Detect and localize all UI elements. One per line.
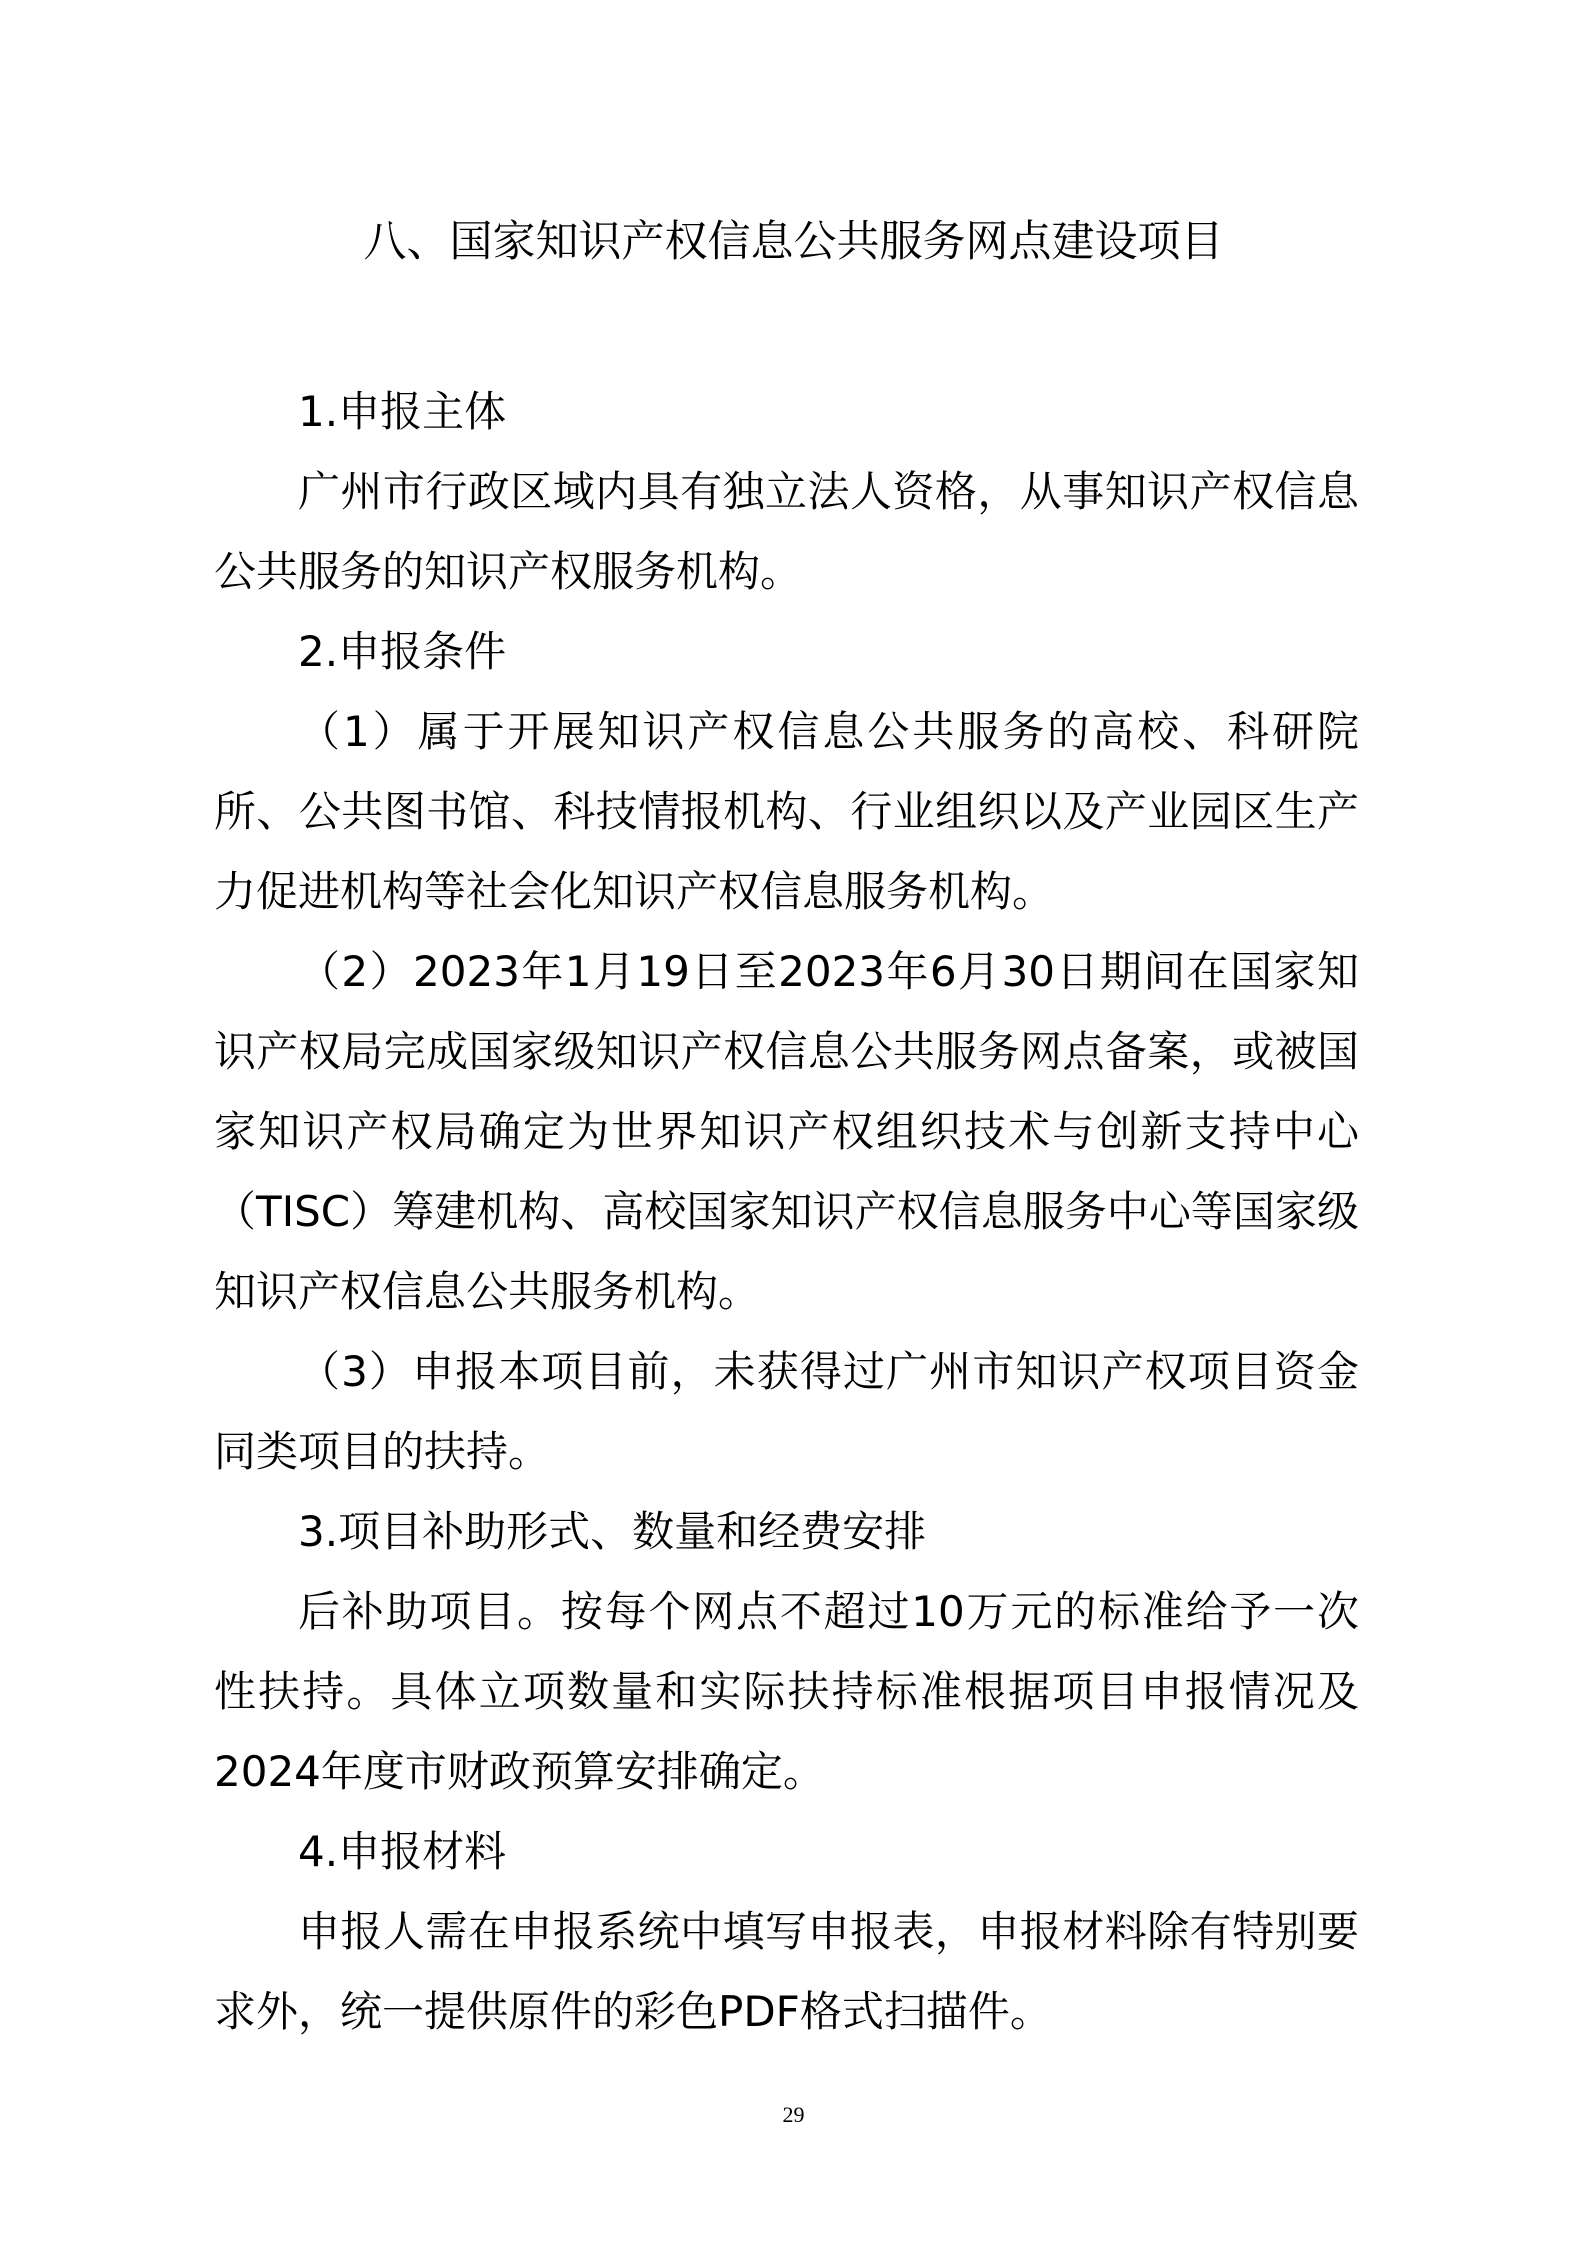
paragraph-applicant: 广州市行政区域内具有独立法人资格，从事知识产权信息公共服务的知识产权服务机构。 [214, 467, 1359, 596]
section-heading-conditions: 2.申报条件 [298, 627, 507, 676]
paragraph-condition-3: （3）申报本项目前，未获得过广州市知识产权项目资金同类项目的扶持。 [214, 1347, 1359, 1476]
page-number: 29 [782, 2102, 805, 2127]
section-heading-applicant: 1.申报主体 [298, 387, 507, 436]
paragraph-funding: 后补助项目。按每个网点不超过10万元的标准给予一次性扶持。具体立项数量和实际扶持标准根据项目申报情况及2024年度市财政预算安排确定。 [214, 1587, 1359, 1796]
document-body [214, 372, 1359, 2052]
document-title: 八、国家知识产权信息公共服务网点建设项目 [363, 217, 1224, 267]
paragraph-condition-2: （2）2023年1月19日至2023年6月30日期间在国家知识产权局完成国家级知识产权信息公共服务网点备案，或被国家知识产权局确定为世界知识产权组织技术与创新支持中心（TISC）筹建机构、高校国家知识产权信息服务中心等国家级知识产权信息公共服务机构。 [214, 947, 1359, 1316]
paragraph-condition-1: （1）属于开展知识产权信息公共服务的高校、科研院所、公共图书馆、科技情报机构、行业组织以及产业园区生产力促进机构等社会化知识产权信息服务机构。 [214, 707, 1359, 916]
paragraph-materials: 申报人需在申报系统中填写申报表，申报材料除有特别要求外，统一提供原件的彩色PDF格式扫描件。 [214, 1907, 1359, 2036]
section-heading-materials: 4.申报材料 [298, 1827, 507, 1876]
section-heading-funding: 3.项目补助形式、数量和经费安排 [298, 1507, 927, 1556]
